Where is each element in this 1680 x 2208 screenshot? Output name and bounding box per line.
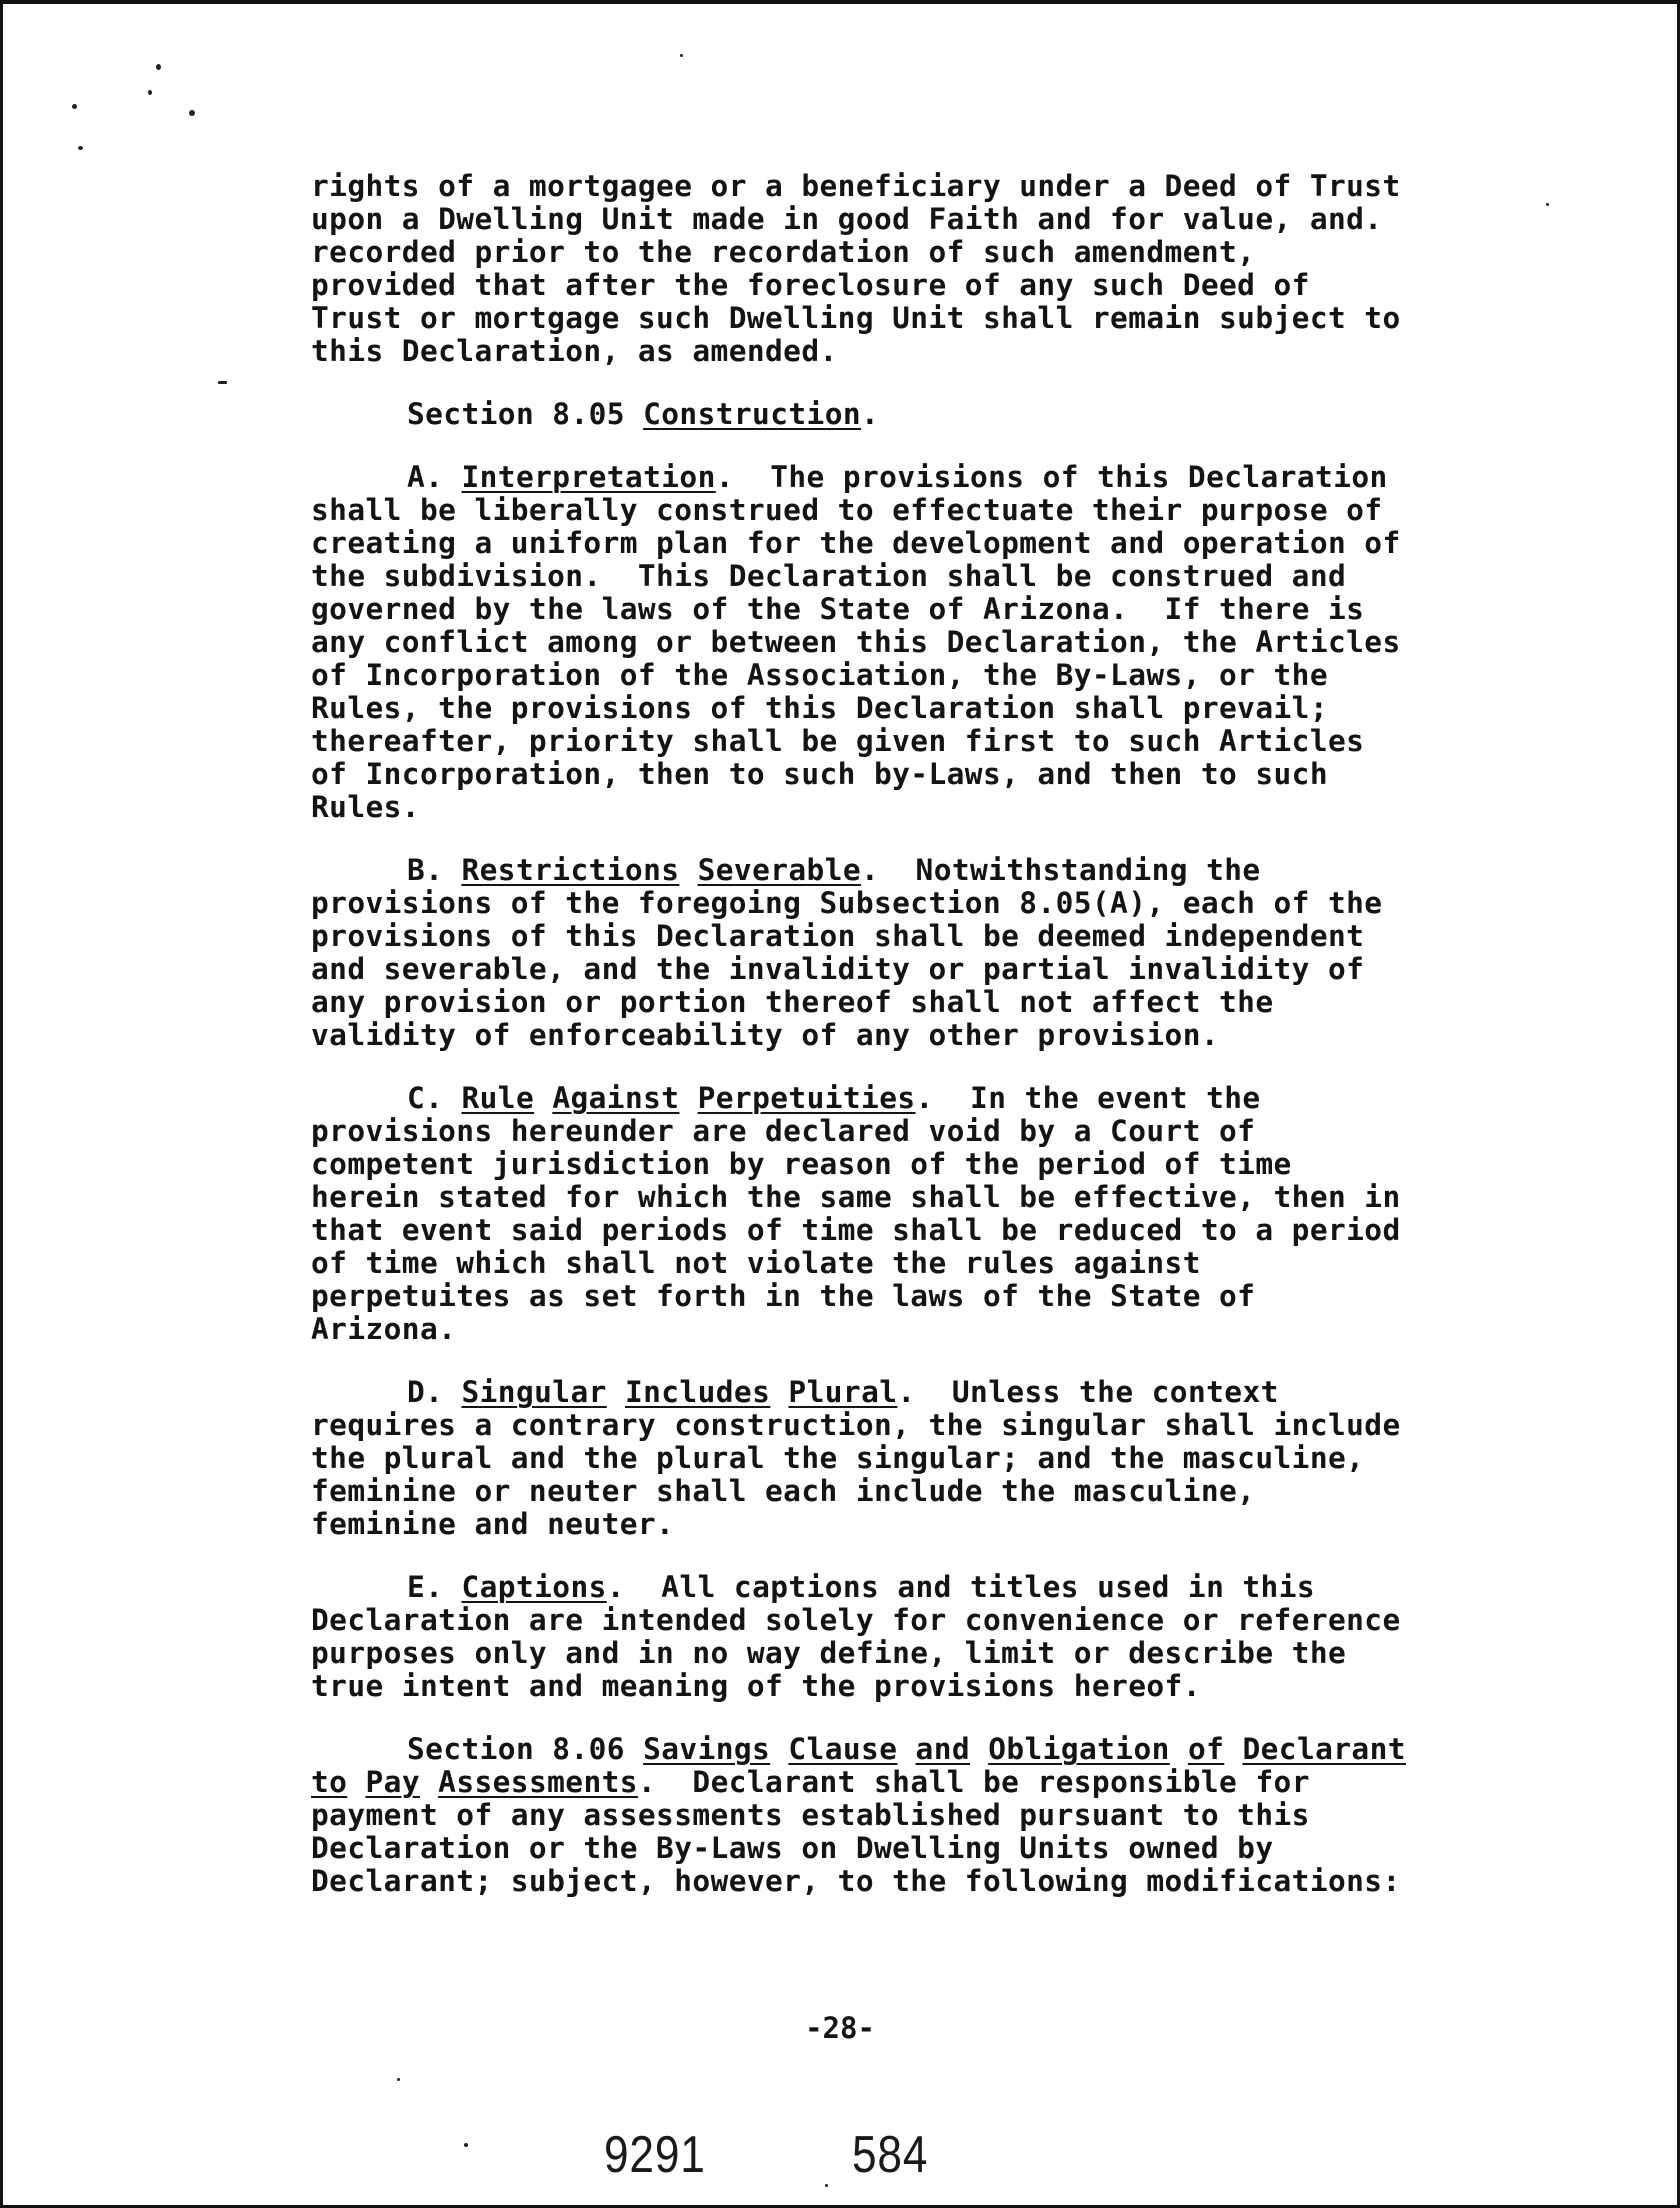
- text-line: of Incorporation of the Association, the By-Laws, or the: [311, 658, 1328, 692]
- text-line: thereafter, priority shall be given first to such Articles: [311, 724, 1365, 758]
- text-line: purposes only and in no way define, limit or describe the: [311, 1636, 1347, 1670]
- section-heading-continuation: [311, 1766, 1481, 1799]
- subsection-title: Interpretation: [461, 460, 716, 494]
- scan-speck: [825, 2184, 828, 2187]
- section-title-word: Assessments: [438, 1765, 638, 1799]
- recording-page-number: 584: [852, 2126, 929, 2184]
- subsection-first-line: [311, 1571, 1481, 1604]
- subsection-text: . Unless the context: [897, 1375, 1279, 1409]
- subsection-letter: C.: [407, 1081, 462, 1115]
- subsection-d-singular-includes-plural: [311, 1376, 1481, 1541]
- heading-period: .: [861, 397, 880, 431]
- text-line: that event said periods of time shall be reduced to a period: [311, 1213, 1401, 1247]
- text-line: the plural and the plural the singular; and the masculine,: [311, 1441, 1365, 1475]
- subsection-text: . In the event the: [915, 1081, 1261, 1115]
- text-line: Rules.: [311, 790, 420, 824]
- subsection-title: Against: [552, 1081, 680, 1115]
- text-line: payment of any assessments established pursuant to this: [311, 1798, 1310, 1832]
- scan-speck: [78, 146, 83, 150]
- section-title-word: of: [1187, 1732, 1225, 1766]
- text-line: recorded prior to the recordation of such amendment,: [311, 235, 1256, 269]
- text-line: shall be liberally construed to effectuate their purpose of: [311, 493, 1383, 527]
- text-line: feminine or neuter shall each include the masculine,: [311, 1474, 1256, 1508]
- subsection-title: Severable: [697, 853, 862, 887]
- subsection-first-line: [311, 854, 1481, 887]
- subsection-title: Rule: [461, 1081, 535, 1115]
- text-line: validity of enforceability of any other provision.: [311, 1018, 1220, 1052]
- subsection-letter: E.: [407, 1570, 462, 1604]
- scan-speck: [156, 64, 161, 70]
- text-line: feminine and neuter.: [311, 1507, 675, 1541]
- subsection-text: . The provisions of this Declaration: [715, 460, 1388, 494]
- subsection-first-line: [311, 1376, 1481, 1409]
- section-title-word: to: [311, 1765, 348, 1799]
- page-number: -28-: [805, 2011, 875, 2045]
- text-line: requires a contrary construction, the singular shall include: [311, 1408, 1401, 1442]
- section-title-word: Declarant: [1242, 1732, 1406, 1766]
- section-title-word: Clause: [788, 1732, 898, 1766]
- scan-speck: [148, 90, 152, 95]
- subsection-title: Restrictions: [461, 853, 680, 887]
- subsection-letter: A.: [407, 460, 462, 494]
- section-heading-line: [311, 1733, 1481, 1766]
- scan-speck: [1546, 203, 1549, 206]
- subsection-first-line: [311, 1082, 1481, 1115]
- text-line: the subdivision. This Declaration shall be construed and: [311, 559, 1347, 593]
- text-line: creating a uniform plan for the development and operation of: [311, 526, 1401, 560]
- text-line: upon a Dwelling Unit made in good Faith and for value, and.: [311, 202, 1383, 236]
- section-8-06-savings-clause: [311, 1733, 1481, 1898]
- text-line: Declarant; subject, however, to the following modifications:: [311, 1864, 1401, 1898]
- text-line: provisions hereunder are declared void by a Court of: [311, 1114, 1256, 1148]
- subsection-text: . All captions and titles used in this: [606, 1570, 1316, 1604]
- text-line: governed by the laws of the State of Arizona. If there is: [311, 592, 1365, 626]
- subsection-title: Perpetuities: [697, 1081, 916, 1115]
- text-line: provisions of the foregoing Subsection 8.05(A), each of the: [311, 886, 1383, 920]
- text-line: competent jurisdiction by reason of the period of time: [311, 1147, 1292, 1181]
- scan-speck: [464, 2143, 468, 2147]
- intro-paragraph: [311, 170, 1481, 368]
- text-line: Rules, the provisions of this Declaration shall prevail;: [311, 691, 1328, 725]
- text-line: true intent and meaning of the provisions hereof.: [311, 1669, 1201, 1703]
- scan-speck: [680, 54, 683, 57]
- subsection-title: Plural: [788, 1375, 898, 1409]
- text-line: Declaration or the By-Laws on Dwelling Units owned by: [311, 1831, 1274, 1865]
- section-title-word: Obligation: [988, 1732, 1170, 1766]
- text-line: provided that after the foreclosure of any such Deed of: [311, 268, 1310, 302]
- subsection-a-interpretation: [311, 461, 1481, 824]
- text-line: Trust or mortgage such Dwelling Unit shall remain subject to: [311, 301, 1401, 335]
- text-line: rights of a mortgagee or a beneficiary under a Deed of Trust: [311, 169, 1401, 203]
- text-line: herein stated for which the same shall be effective, then in: [311, 1180, 1401, 1214]
- section-title-word: and: [915, 1732, 971, 1766]
- scan-speck: [72, 104, 77, 109]
- section-heading-line: [311, 398, 1481, 431]
- section-number: Section 8.06: [407, 1732, 644, 1766]
- text-line: and severable, and the invalidity or partial invalidity of: [311, 952, 1365, 986]
- subsection-letter: D.: [407, 1375, 462, 1409]
- scan-speck: [397, 2078, 400, 2081]
- text-line: provisions of this Declaration shall be deemed independent: [311, 919, 1365, 953]
- section-title-word: Pay: [365, 1765, 420, 1799]
- subsection-title: Singular: [461, 1375, 607, 1409]
- subsection-c-rule-against-perpetuities: [311, 1082, 1481, 1346]
- scan-speck: [189, 110, 195, 116]
- text-line: Declaration are intended solely for convenience or reference: [311, 1603, 1401, 1637]
- subsection-letter: B.: [407, 853, 462, 887]
- text-line: of time which shall not violate the rules against: [311, 1246, 1201, 1280]
- section-title: Construction: [643, 397, 862, 431]
- subsection-title: Includes: [624, 1375, 771, 1409]
- subsection-title: Captions: [461, 1570, 607, 1604]
- recording-book-number: 9291: [604, 2126, 706, 2184]
- subsection-e-captions: [311, 1571, 1481, 1703]
- text-line: any conflict among or between this Declaration, the Articles: [311, 625, 1401, 659]
- section-8-05-heading: [311, 398, 1481, 431]
- text-line: of Incorporation, then to such by-Laws, and then to such: [311, 757, 1328, 791]
- text-line: any provision or portion thereof shall not affect the: [311, 985, 1274, 1019]
- subsection-first-line: [311, 461, 1481, 494]
- section-text: . Declarant shall be responsible for: [637, 1765, 1310, 1799]
- subsection-text: . Notwithstanding the: [861, 853, 1261, 887]
- section-number: Section 8.05: [407, 397, 644, 431]
- subsection-b-restrictions-severable: [311, 854, 1481, 1052]
- section-title-word: Savings: [643, 1732, 771, 1766]
- text-line: perpetuites as set forth in the laws of the State of: [311, 1279, 1256, 1313]
- scan-speck: [218, 381, 227, 384]
- document-body: [311, 170, 1481, 1928]
- text-line: Arizona.: [311, 1312, 457, 1346]
- text-line: this Declaration, as amended.: [311, 334, 838, 368]
